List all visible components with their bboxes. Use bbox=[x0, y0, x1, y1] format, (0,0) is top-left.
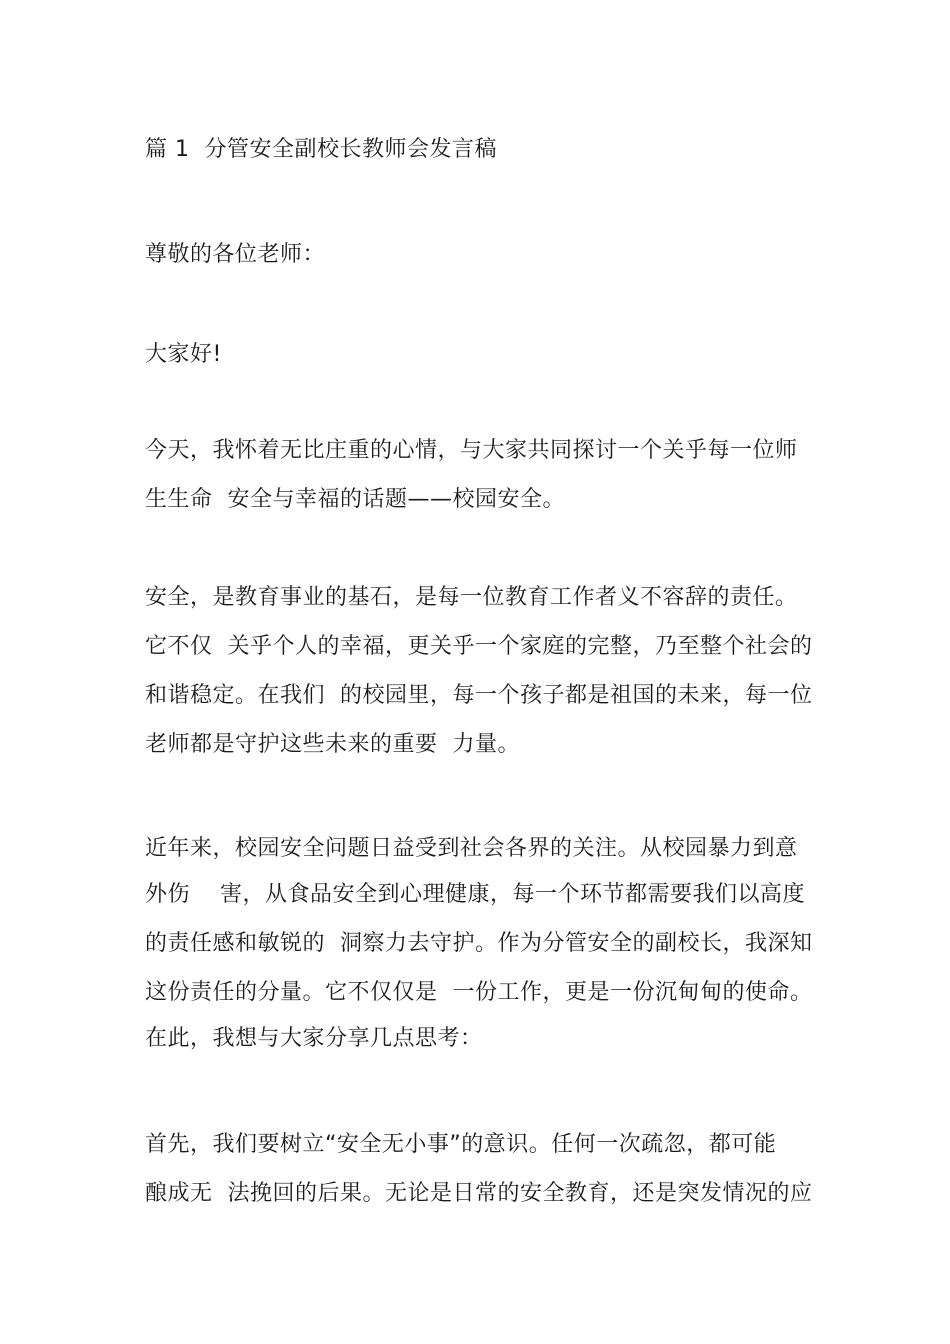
paragraph-4-line-2: 酿成无 法挽回的后果。无论是日常的安全教育，还是突发情况的应 bbox=[145, 1181, 813, 1206]
paragraph-1-line-1: 今天，我怀着无比庄重的心情，与大家共同探讨一个关乎每一位师 bbox=[145, 438, 798, 463]
greeting: 大家好! bbox=[145, 342, 222, 367]
paragraph-3-line-4: 这份责任的分量。它不仅仅是 一份工作，更是一份沉甸甸的使命。 bbox=[145, 980, 813, 1005]
paragraph-1-line-2: 生生命 安全与幸福的话题——校园安全。 bbox=[145, 487, 565, 512]
paragraph-2-line-1: 安全，是教育事业的基石，是每一位教育工作者义不容辞的责任。 bbox=[145, 585, 798, 610]
paragraph-2-line-4: 老师都是守护这些未来的重要 力量。 bbox=[145, 732, 520, 757]
paragraph-2-line-2: 它不仅 关乎个人的幸福，更关乎一个家庭的完整，乃至整个社会的 bbox=[145, 634, 813, 659]
document-title: 篇 1 分管安全副校长教师会发言稿 bbox=[145, 137, 497, 162]
salutation: 尊敬的各位老师： bbox=[145, 242, 326, 267]
paragraph-3-line-1: 近年来，校园安全问题日益受到社会各界的关注。从校园暴力到意 bbox=[145, 836, 798, 861]
paragraph-3-line-5: 在此，我想与大家分享几点思考： bbox=[145, 1026, 483, 1051]
paragraph-2-line-3: 和谐稳定。在我们 的校园里，每一个孩子都是祖国的未来，每一位 bbox=[145, 683, 813, 708]
paragraph-3-line-3: 的责任感和敏锐的 洞察力去守护。作为分管安全的副校长，我深知 bbox=[145, 931, 813, 956]
paragraph-4-line-1: 首先，我们要树立“安全无小事”的意识。任何一次疏忽，都可能 bbox=[145, 1132, 777, 1157]
paragraph-3-line-2: 外伤 害，从食品安全到心理健康，每一个环节都需要我们以高度 bbox=[145, 882, 805, 907]
